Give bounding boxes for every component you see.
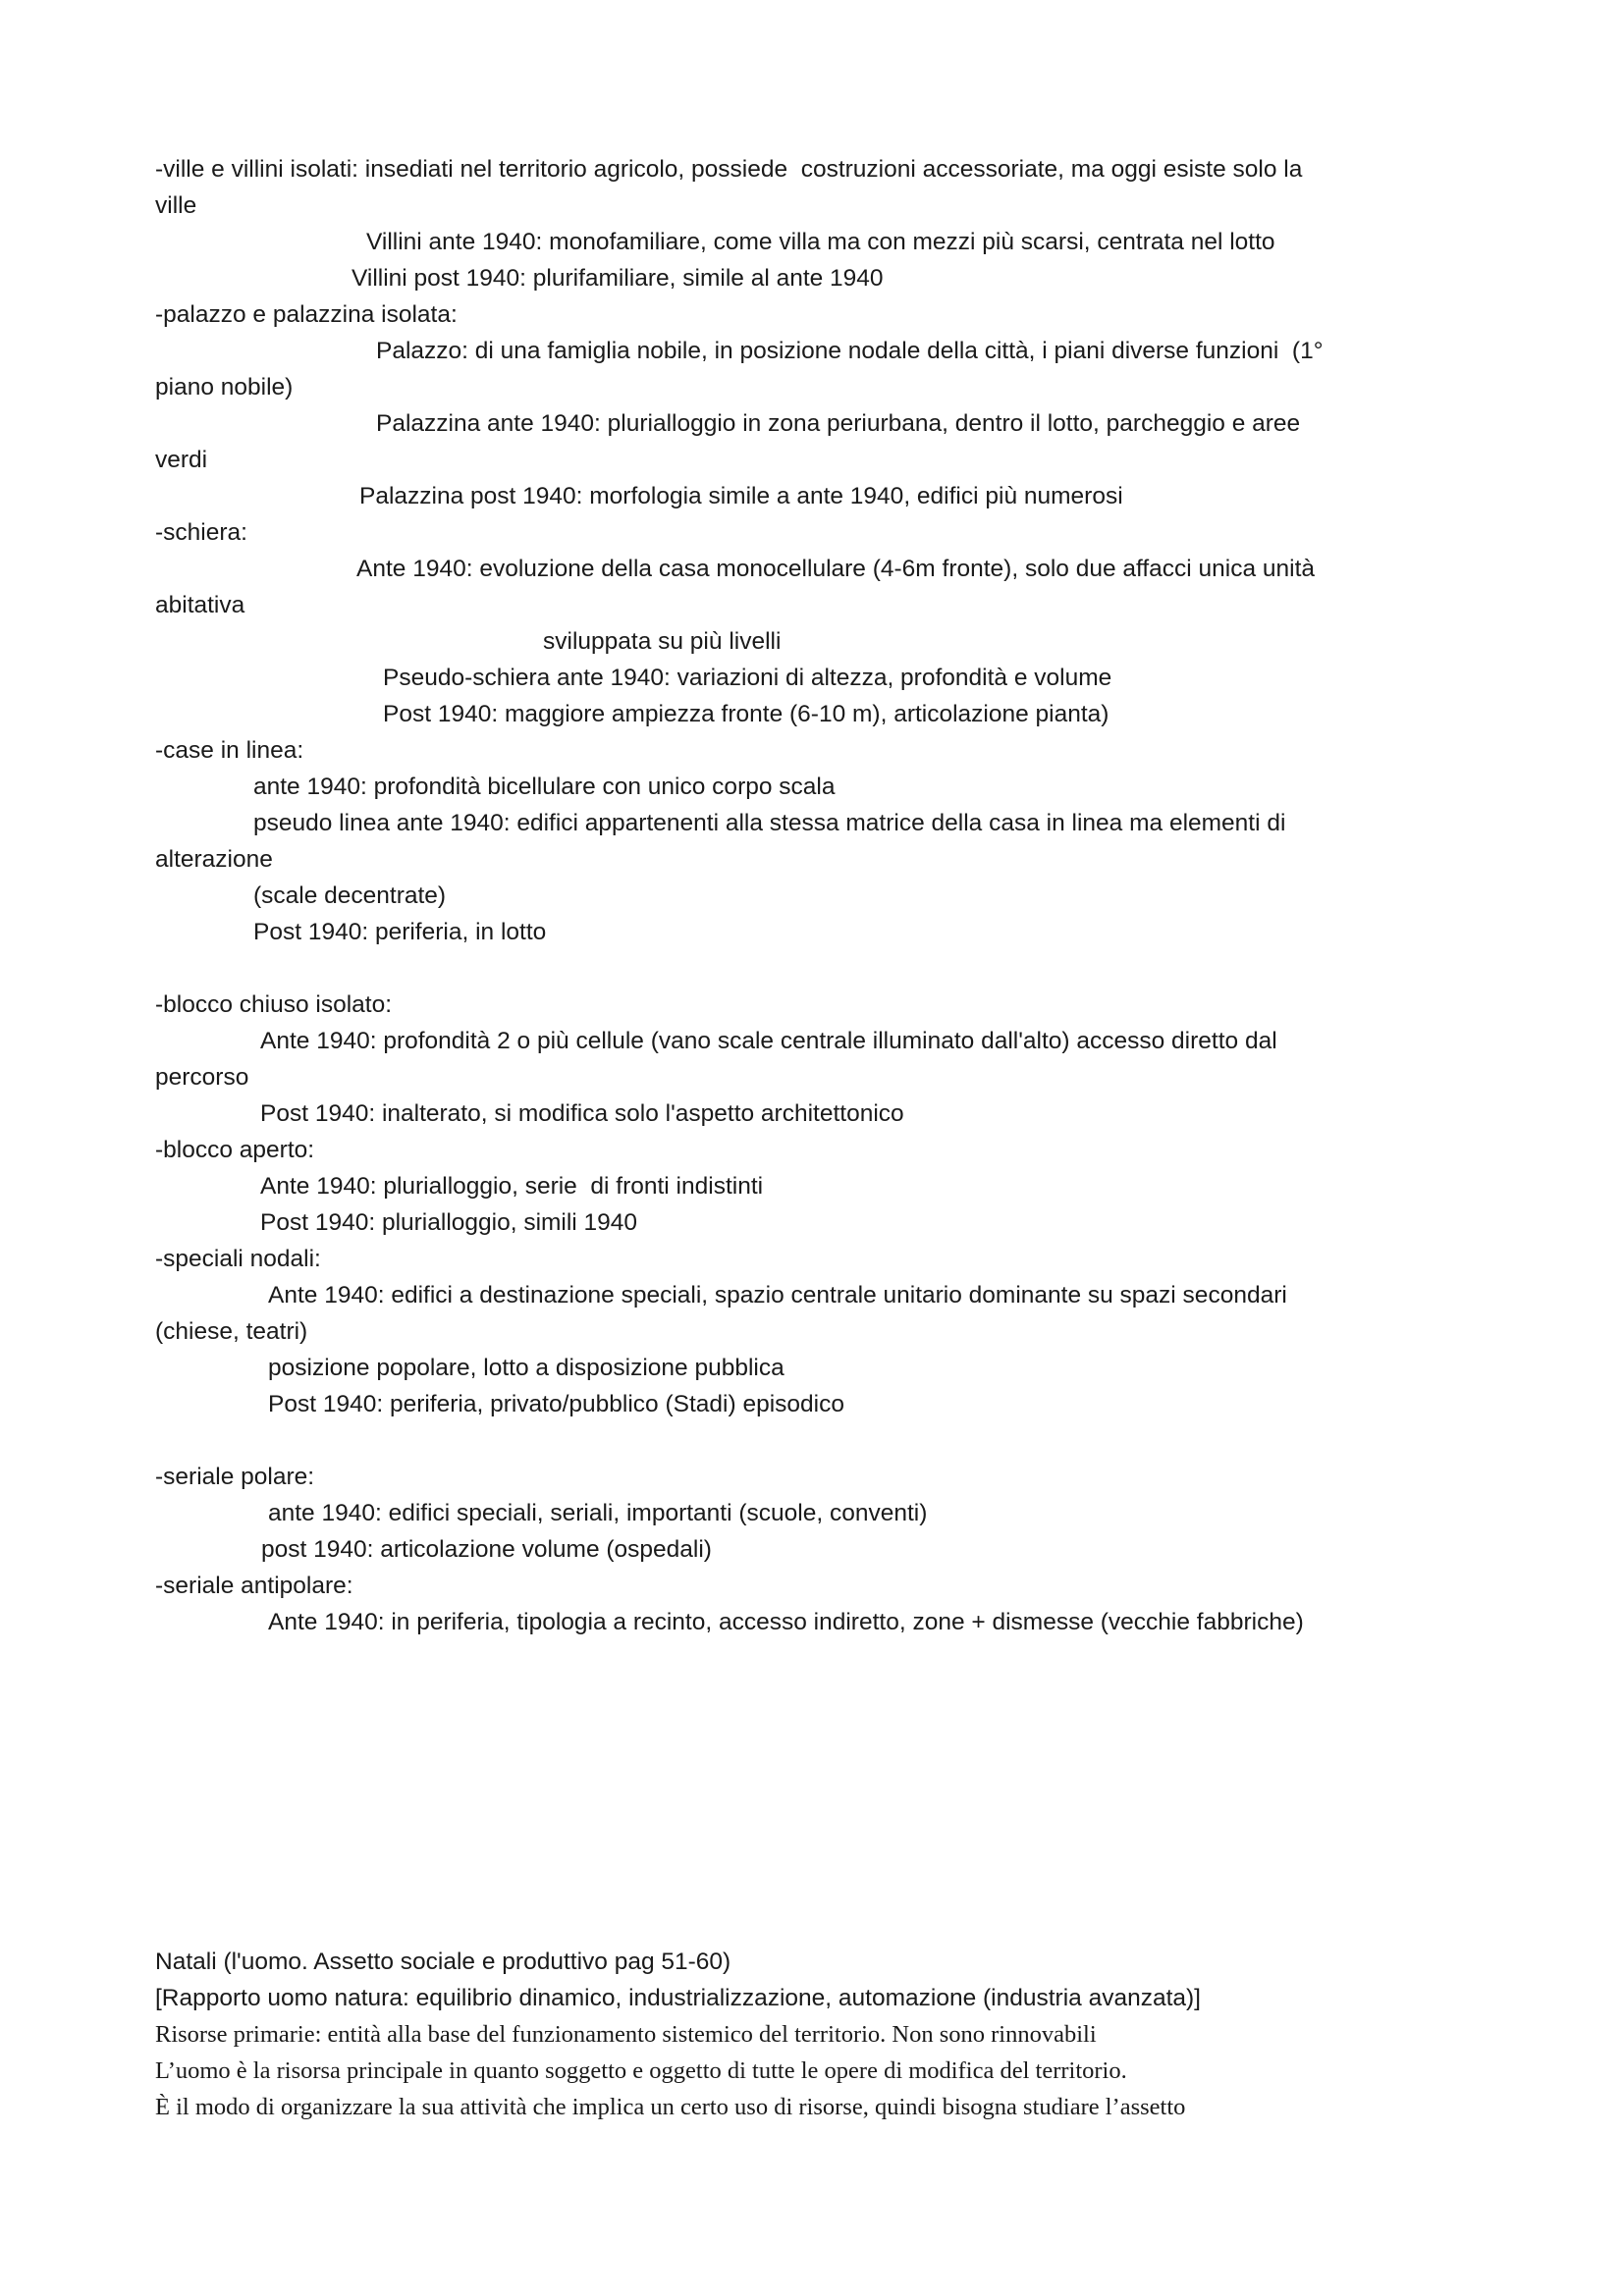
text-line: Palazzo: di una famiglia nobile, in posizione nodale della città, i piani diverse funzioni (1° bbox=[376, 338, 1324, 364]
text-line: L’uomo è la risorsa principale in quanto soggetto e oggetto di tutte le opere di modifica del territorio. bbox=[155, 2057, 1127, 2084]
text-line: Post 1940: maggiore ampiezza fronte (6-10 m), articolazione pianta) bbox=[383, 701, 1109, 727]
text-line: percorso bbox=[155, 1064, 249, 1091]
text-line: abitativa bbox=[155, 592, 245, 618]
text-line: piano nobile) bbox=[155, 374, 294, 400]
text-line: Pseudo-schiera ante 1940: variazioni di altezza, profondità e volume bbox=[383, 665, 1112, 691]
text-line: Post 1940: plurialloggio, simili 1940 bbox=[260, 1209, 638, 1236]
text-line: -schiera: bbox=[155, 519, 247, 546]
text-line: -blocco chiuso isolato: bbox=[155, 991, 393, 1018]
text-line: ville bbox=[155, 192, 197, 219]
text-line: Post 1940: periferia, in lotto bbox=[253, 919, 547, 945]
text-line: [Rapporto uomo natura: equilibrio dinamico, industrializzazione, automazione (industria avanzata)] bbox=[155, 1985, 1201, 2011]
text-line: Villini ante 1940: monofamiliare, come villa ma con mezzi più scarsi, centrata nel lotto bbox=[366, 229, 1275, 255]
text-line: -seriale polare: bbox=[155, 1464, 315, 1490]
text-line: Risorse primarie: entità alla base del funzionamento sistemico del territorio. Non sono rinnovabili bbox=[155, 2021, 1097, 2048]
text-line: -seriale antipolare: bbox=[155, 1573, 353, 1599]
text-line: Ante 1940: in periferia, tipologia a recinto, accesso indiretto, zone + dismesse (vecchie fabbriche) bbox=[268, 1609, 1304, 1635]
text-line: pseudo linea ante 1940: edifici appartenenti alla stessa matrice della casa in linea ma elementi di bbox=[253, 810, 1286, 836]
text-line: Ante 1940: plurialloggio, serie di fronti indistinti bbox=[260, 1173, 764, 1200]
text-line: Palazzina ante 1940: plurialloggio in zona periurbana, dentro il lotto, parcheggio e aree bbox=[376, 410, 1301, 437]
text-line: sviluppata su più livelli bbox=[543, 628, 782, 655]
text-line: Post 1940: periferia, privato/pubblico (Stadi) episodico bbox=[268, 1391, 844, 1417]
text-line: -blocco aperto: bbox=[155, 1137, 315, 1163]
text-line: (chiese, teatri) bbox=[155, 1318, 308, 1345]
text-line: alterazione bbox=[155, 846, 273, 873]
text-line: posizione popolare, lotto a disposizione pubblica bbox=[268, 1355, 784, 1381]
text-line: Natali (l'uomo. Assetto sociale e produttivo pag 51-60) bbox=[155, 1949, 731, 1975]
text-line: -case in linea: bbox=[155, 737, 304, 764]
text-line: post 1940: articolazione volume (ospedali) bbox=[261, 1536, 712, 1563]
text-line: Palazzina post 1940: morfologia simile a ante 1940, edifici più numerosi bbox=[359, 483, 1123, 509]
text-line: verdi bbox=[155, 447, 208, 473]
text-line: ante 1940: profondità bicellulare con unico corpo scala bbox=[253, 774, 836, 800]
text-line: Ante 1940: evoluzione della casa monocellulare (4-6m fronte), solo due affacci unica unità bbox=[356, 556, 1316, 582]
text-line: -palazzo e palazzina isolata: bbox=[155, 301, 458, 328]
text-line: -speciali nodali: bbox=[155, 1246, 321, 1272]
text-line: Post 1940: inalterato, si modifica solo l'aspetto architettonico bbox=[260, 1100, 904, 1127]
text-line: Ante 1940: edifici a destinazione speciali, spazio centrale unitario dominante su spazi secondari bbox=[268, 1282, 1287, 1308]
text-line: -ville e villini isolati: insediati nel territorio agricolo, possiede costruzioni accessoriate, ma oggi esiste solo la bbox=[155, 156, 1303, 183]
text-line: (scale decentrate) bbox=[253, 882, 447, 909]
text-line: È il modo di organizzare la sua attività che implica un certo uso di risorse, quindi bisogna studiare l’assetto bbox=[155, 2094, 1186, 2120]
text-line: Villini post 1940: plurifamiliare, simile al ante 1940 bbox=[352, 265, 884, 292]
text-line: Ante 1940: profondità 2 o più cellule (vano scale centrale illuminato dall'alto) accesso diretto dal bbox=[260, 1028, 1277, 1054]
text-line: ante 1940: edifici speciali, seriali, importanti (scuole, conventi) bbox=[268, 1500, 928, 1526]
